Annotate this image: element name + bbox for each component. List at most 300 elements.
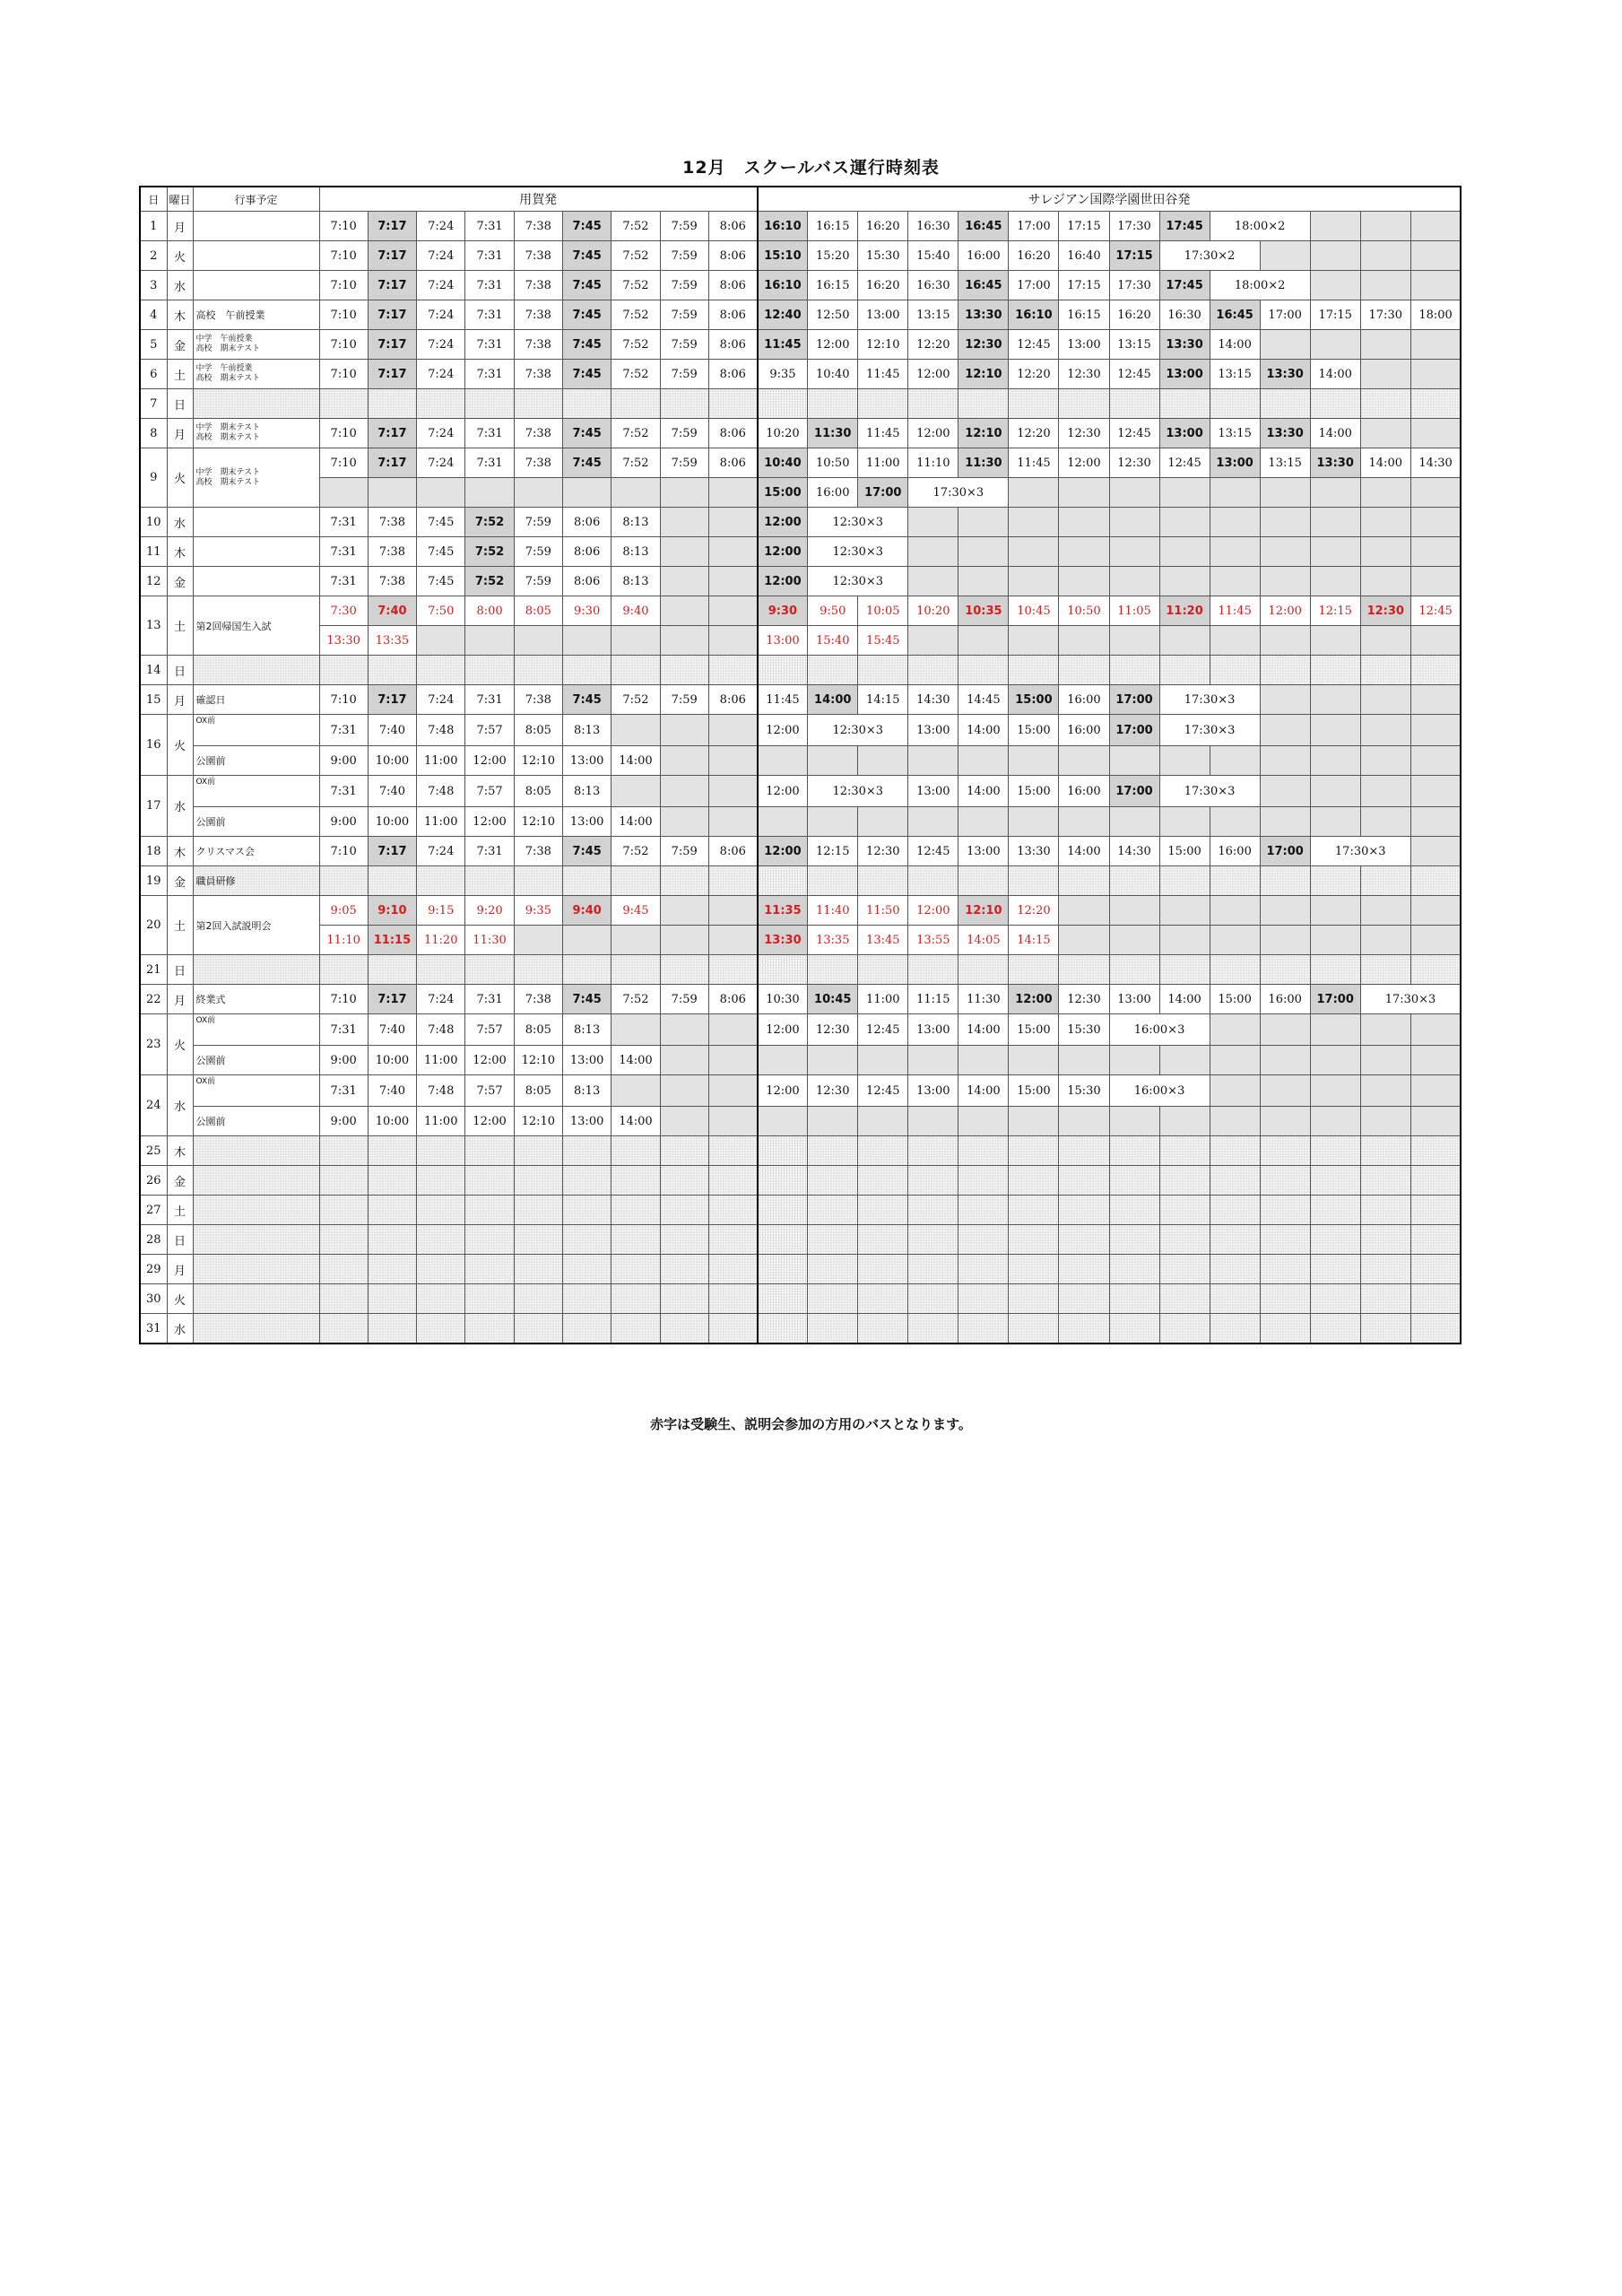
school-time-cell: 12:30×3 [808,776,908,807]
yoga-time-cell: 7:38 [368,508,416,537]
yoga-time-cell: 13:30 [319,626,368,656]
day-row [140,955,1461,985]
day-number: 6 [140,360,167,389]
school-empty-cell [858,1166,908,1196]
school-time-cell: 10:45 [1009,596,1059,626]
school-time-cell: 16:40 [1059,241,1109,271]
yoga-empty-cell [514,389,562,419]
school-empty-cell [1360,926,1410,955]
yoga-empty-cell [612,1136,660,1166]
school-time-cell: 16:10 [1009,300,1059,330]
school-empty-cell [1059,955,1109,985]
yoga-empty-cell [368,1136,416,1166]
yoga-time-cell: 7:10 [319,448,368,478]
day-of-week: 土 [167,1196,193,1225]
school-time-cell: 13:30 [1310,448,1360,478]
school-empty-cell [958,746,1009,776]
yoga-empty-cell [417,478,465,508]
school-empty-cell [1009,626,1059,656]
yoga-empty-cell [708,537,757,567]
day-row [140,1107,1461,1136]
school-time-cell: 12:00 [908,896,958,926]
yoga-time-cell: 8:13 [562,776,611,807]
school-time-cell: 17:00 [1310,985,1360,1014]
yoga-time-cell: 7:24 [417,241,465,271]
yoga-time-cell: 7:31 [465,448,514,478]
yoga-empty-cell [417,1166,465,1196]
school-empty-cell [908,1255,958,1284]
yoga-empty-cell [708,478,757,508]
yoga-time-cell: 7:52 [612,330,660,360]
yoga-time-cell: 7:45 [562,330,611,360]
school-empty-cell [858,1255,908,1284]
day-row [140,807,1461,837]
event-cell [193,448,319,508]
yoga-time-cell: 7:31 [319,1014,368,1046]
school-empty-cell [1260,1225,1310,1255]
school-time-cell: 16:30 [908,212,958,241]
event-cell [193,389,319,419]
school-time-cell: 12:00 [758,567,808,596]
school-empty-cell [858,1196,908,1225]
yoga-time-cell: 7:50 [417,596,465,626]
footnote: 赤字は受験生、説明会参加の方用のバスとなります。 [650,1416,972,1432]
event-cell [193,1255,319,1284]
school-empty-cell [1360,1014,1410,1046]
school-time-cell: 12:30 [858,837,908,866]
event-cell [193,715,319,746]
yoga-time-cell: 11:00 [417,1046,465,1075]
school-time-cell: 13:55 [908,926,958,955]
day-of-week: 月 [167,419,193,448]
yoga-time-cell: 7:45 [562,300,611,330]
school-time-cell: 16:45 [958,212,1009,241]
yoga-time-cell: 13:00 [562,746,611,776]
school-empty-cell [1059,1225,1109,1255]
school-time-cell: 16:20 [858,212,908,241]
yoga-time-cell: 7:48 [417,1014,465,1046]
school-empty-cell [1360,241,1410,271]
yoga-time-cell: 7:38 [514,985,562,1014]
school-time-cell: 14:30 [1410,448,1461,478]
school-empty-cell [1210,626,1260,656]
school-empty-cell [1260,389,1310,419]
day-number: 26 [140,1166,167,1196]
school-empty-cell [1109,746,1159,776]
school-empty-cell [758,1255,808,1284]
yoga-empty-cell [708,955,757,985]
yoga-empty-cell [417,656,465,685]
school-empty-cell [1360,1225,1410,1255]
yoga-time-cell: 8:13 [562,715,611,746]
day-of-week: 火 [167,1284,193,1314]
yoga-empty-cell [514,1255,562,1284]
yoga-time-cell: 7:45 [562,448,611,478]
yoga-empty-cell [465,1136,514,1166]
school-time-cell: 12:50 [808,300,858,330]
yoga-empty-cell [708,1107,757,1136]
day-row [140,537,1461,567]
school-time-cell: 16:15 [808,271,858,300]
school-empty-cell [1360,1075,1410,1107]
yoga-time-cell: 7:52 [612,685,660,715]
timetable-body [140,212,1461,1344]
school-empty-cell [1410,926,1461,955]
yoga-time-cell: 9:30 [562,596,611,626]
school-empty-cell [808,389,858,419]
school-empty-cell [1410,955,1461,985]
school-time-cell: 13:00 [1159,360,1210,389]
day-row [140,1284,1461,1314]
day-of-week: 日 [167,656,193,685]
school-empty-cell [758,746,808,776]
yoga-empty-cell [465,866,514,896]
school-time-cell: 14:00 [1310,360,1360,389]
school-empty-cell [1360,567,1410,596]
school-empty-cell [1360,1046,1410,1075]
day-row [140,1046,1461,1075]
school-empty-cell [1310,271,1360,300]
school-time-cell: 14:00 [1210,330,1260,360]
school-time-cell: 13:45 [858,926,908,955]
yoga-time-cell: 7:59 [514,567,562,596]
day-row [140,212,1461,241]
event-label: OX前 [195,778,216,787]
school-time-cell: 14:30 [1109,837,1159,866]
school-empty-cell [1210,955,1260,985]
school-time-cell: 12:10 [858,330,908,360]
yoga-empty-cell [612,776,660,807]
yoga-time-cell: 12:00 [465,1107,514,1136]
yoga-time-cell: 7:48 [417,1075,465,1107]
event-label: OX前 [195,717,216,726]
school-empty-cell [1260,1014,1310,1046]
school-time-cell: 11:05 [1109,596,1159,626]
school-time-cell: 13:30 [1009,837,1059,866]
school-empty-cell [1360,1314,1410,1344]
day-row [140,448,1461,478]
event-cell [193,776,319,807]
day-row [140,866,1461,896]
yoga-time-cell: 7:24 [417,300,465,330]
yoga-time-cell: 8:06 [708,419,757,448]
day-row [140,685,1461,715]
school-empty-cell [908,389,958,419]
yoga-empty-cell [708,508,757,537]
yoga-time-cell: 7:45 [562,212,611,241]
school-empty-cell [1310,1046,1360,1075]
school-time-cell: 13:30 [1260,360,1310,389]
school-empty-cell [1310,685,1360,715]
school-time-cell: 13:15 [1210,419,1260,448]
school-time-cell: 17:30 [1109,271,1159,300]
yoga-empty-cell [514,926,562,955]
school-empty-cell [1260,508,1310,537]
yoga-empty-cell [465,1255,514,1284]
school-empty-cell [1410,1046,1461,1075]
yoga-time-cell: 7:17 [368,241,416,271]
yoga-time-cell: 8:13 [612,537,660,567]
yoga-empty-cell [708,776,757,807]
event-cell [193,896,319,955]
school-empty-cell [1210,1166,1260,1196]
day-row [140,241,1461,271]
school-empty-cell [908,508,958,537]
yoga-empty-cell [514,1225,562,1255]
yoga-empty-cell [514,955,562,985]
school-empty-cell [1159,1225,1210,1255]
school-empty-cell [1109,567,1159,596]
event-label: 職員研修 [195,875,236,887]
school-time-cell: 15:20 [808,241,858,271]
event-cell [193,955,319,985]
yoga-time-cell: 8:05 [514,715,562,746]
school-empty-cell [1210,1075,1260,1107]
yoga-empty-cell [465,1166,514,1196]
yoga-time-cell: 7:48 [417,776,465,807]
day-number: 7 [140,389,167,419]
school-time-cell: 11:45 [758,685,808,715]
day-row [140,626,1461,656]
school-empty-cell [1159,1107,1210,1136]
school-time-cell: 10:05 [858,596,908,626]
yoga-time-cell: 10:00 [368,807,416,837]
school-empty-cell [1159,955,1210,985]
school-empty-cell [1109,478,1159,508]
school-time-cell: 12:00 [908,419,958,448]
yoga-time-cell: 7:10 [319,419,368,448]
yoga-empty-cell [465,626,514,656]
yoga-time-cell: 7:31 [465,985,514,1014]
day-of-week: 日 [167,389,193,419]
school-time-cell: 12:00 [758,776,808,807]
yoga-time-cell: 9:40 [612,596,660,626]
school-time-cell: 11:30 [958,448,1009,478]
school-empty-cell [1009,567,1059,596]
yoga-time-cell: 7:59 [660,685,708,715]
yoga-empty-cell [660,389,708,419]
school-time-cell: 9:30 [758,596,808,626]
school-time-cell: 15:00 [1009,776,1059,807]
school-empty-cell [1410,776,1461,807]
yoga-empty-cell [660,1107,708,1136]
school-empty-cell [1310,508,1360,537]
school-empty-cell [758,389,808,419]
school-empty-cell [1109,626,1159,656]
school-empty-cell [1410,567,1461,596]
school-empty-cell [1260,715,1310,746]
yoga-time-cell: 7:52 [612,985,660,1014]
school-empty-cell [1210,1136,1260,1166]
day-row [140,1225,1461,1255]
school-empty-cell [1410,1314,1461,1344]
school-empty-cell [908,1166,958,1196]
day-row [140,985,1461,1014]
school-empty-cell [908,567,958,596]
yoga-time-cell: 11:30 [465,926,514,955]
yoga-time-cell: 7:52 [612,271,660,300]
yoga-empty-cell [612,926,660,955]
yoga-time-cell: 7:24 [417,212,465,241]
school-time-cell: 12:45 [858,1014,908,1046]
event-label: 公園前 [195,755,226,767]
school-empty-cell [1210,1225,1260,1255]
school-empty-cell [1360,715,1410,746]
yoga-empty-cell [708,1166,757,1196]
day-number: 20 [140,896,167,955]
yoga-empty-cell [514,656,562,685]
school-empty-cell [1109,866,1159,896]
day-of-week: 日 [167,955,193,985]
yoga-time-cell: 7:17 [368,985,416,1014]
school-empty-cell [1410,1075,1461,1107]
yoga-empty-cell [319,656,368,685]
day-of-week: 木 [167,837,193,866]
school-time-cell: 13:00 [1059,330,1109,360]
school-time-cell: 11:15 [908,985,958,1014]
school-time-cell: 12:20 [1009,360,1059,389]
yoga-time-cell: 7:31 [465,330,514,360]
yoga-time-cell: 7:10 [319,271,368,300]
school-empty-cell [1310,746,1360,776]
yoga-time-cell: 8:05 [514,1014,562,1046]
event-label: 高校 期末テスト [195,374,261,383]
school-time-cell: 12:00 [758,537,808,567]
school-empty-cell [758,1314,808,1344]
yoga-time-cell: 7:59 [660,448,708,478]
yoga-empty-cell [562,955,611,985]
event-label: 終業式 [195,994,226,1005]
school-empty-cell [1410,1255,1461,1284]
school-time-cell: 13:30 [1260,419,1310,448]
day-number: 3 [140,271,167,300]
school-empty-cell [1009,866,1059,896]
school-empty-cell [1109,1136,1159,1166]
yoga-time-cell: 7:48 [417,715,465,746]
event-cell [193,567,319,596]
school-empty-cell [1059,478,1109,508]
event-cell [193,596,319,656]
school-empty-cell [1210,926,1260,955]
event-label: OX前 [195,1016,216,1025]
yoga-time-cell: 7:59 [660,985,708,1014]
school-empty-cell [1310,626,1360,656]
day-number: 21 [140,955,167,985]
school-empty-cell [1360,419,1410,448]
school-empty-cell [1260,685,1310,715]
yoga-time-cell: 7:57 [465,776,514,807]
school-empty-cell [1210,478,1260,508]
yoga-time-cell: 8:05 [514,596,562,626]
school-empty-cell [1260,656,1310,685]
event-cell [193,746,319,776]
yoga-time-cell: 7:59 [514,537,562,567]
yoga-time-cell: 7:59 [660,212,708,241]
school-time-cell: 16:20 [1009,241,1059,271]
school-time-cell: 17:30×3 [1310,837,1410,866]
yoga-empty-cell [708,746,757,776]
event-label: 公園前 [195,816,226,828]
school-empty-cell [758,1284,808,1314]
school-time-cell: 12:20 [1009,896,1059,926]
yoga-time-cell: 7:45 [562,837,611,866]
day-row [140,926,1461,955]
school-time-cell: 16:00 [1059,715,1109,746]
school-empty-cell [1360,746,1410,776]
header-from-yoga: 用賀発 [319,187,758,212]
day-of-week: 月 [167,212,193,241]
yoga-time-cell: 7:40 [368,1075,416,1107]
school-empty-cell [1159,896,1210,926]
yoga-empty-cell [465,1225,514,1255]
school-empty-cell [1210,1255,1260,1284]
yoga-empty-cell [368,955,416,985]
school-empty-cell [758,1046,808,1075]
school-empty-cell [958,1255,1009,1284]
day-of-week: 火 [167,1014,193,1075]
school-empty-cell [808,1284,858,1314]
school-empty-cell [1210,746,1260,776]
school-empty-cell [758,807,808,837]
school-empty-cell [1310,537,1360,567]
school-empty-cell [1009,1284,1059,1314]
event-cell [193,537,319,567]
yoga-empty-cell [612,955,660,985]
yoga-empty-cell [660,508,708,537]
yoga-time-cell: 9:00 [319,1046,368,1075]
school-time-cell: 11:30 [808,419,858,448]
day-row [140,271,1461,300]
event-label: 中学 午前授業 [195,364,253,373]
school-time-cell: 15:30 [858,241,908,271]
school-time-cell: 12:00 [1260,596,1310,626]
yoga-time-cell: 14:00 [612,807,660,837]
day-number: 17 [140,776,167,837]
yoga-time-cell: 7:31 [465,300,514,330]
yoga-empty-cell [562,656,611,685]
day-row [140,1014,1461,1046]
school-time-cell: 13:00 [858,300,908,330]
yoga-time-cell: 9:00 [319,807,368,837]
yoga-time-cell: 8:06 [708,271,757,300]
school-time-cell: 12:00 [1009,985,1059,1014]
school-time-cell: 14:15 [1009,926,1059,955]
header-day: 日 [140,187,167,212]
school-time-cell: 16:45 [1210,300,1260,330]
yoga-empty-cell [465,478,514,508]
yoga-time-cell: 8:13 [612,508,660,537]
event-label: 高校 期末テスト [195,433,261,442]
school-time-cell: 13:15 [1109,330,1159,360]
school-empty-cell [1360,955,1410,985]
school-time-cell: 15:00 [1159,837,1210,866]
school-empty-cell [1159,478,1210,508]
school-empty-cell [1260,1166,1310,1196]
school-time-cell: 14:15 [858,685,908,715]
school-time-cell: 12:45 [1109,419,1159,448]
yoga-time-cell: 8:05 [514,776,562,807]
school-empty-cell [1360,360,1410,389]
yoga-empty-cell [612,1255,660,1284]
event-label: 高校 午前授業 [195,309,265,321]
yoga-time-cell: 7:31 [465,685,514,715]
yoga-empty-cell [708,1314,757,1344]
school-empty-cell [1159,746,1210,776]
school-empty-cell [1059,537,1109,567]
yoga-time-cell: 13:00 [562,1046,611,1075]
school-time-cell: 15:00 [758,478,808,508]
yoga-empty-cell [660,1136,708,1166]
